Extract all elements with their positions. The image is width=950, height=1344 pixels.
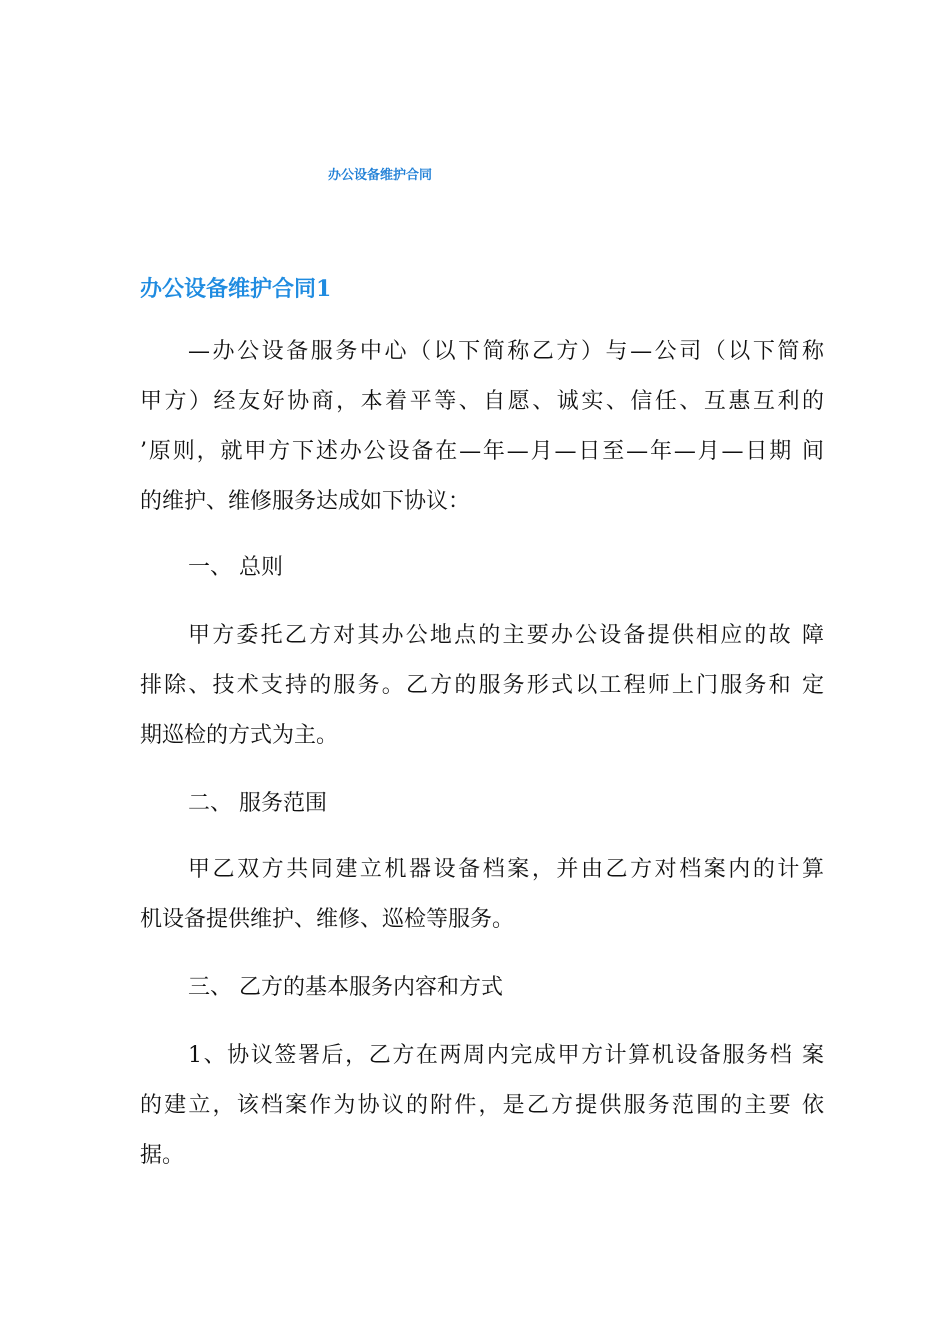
paragraph-line: 期巡检的方式为主。	[140, 723, 339, 748]
paragraph-line: 的维护、维修服务达成如下协议：	[140, 489, 471, 514]
paragraph-line: 甲方委托乙方对其办公地点的主要办公设备提供相应的故 障	[188, 623, 824, 648]
section-title-general: 一、 总则	[188, 555, 283, 580]
document-heading: 办公设备维护合同1	[140, 276, 332, 302]
page-header-title: 办公设备维护合同	[328, 168, 433, 183]
paragraph-line: 据。	[140, 1143, 185, 1168]
paragraph-line: 排除、技术支持的服务。乙方的服务形式以工程师上门服务和 定	[140, 673, 824, 698]
paragraph-line: —办公设备服务中心（以下简称乙方）与—公司（以下简称	[188, 339, 824, 364]
paragraph-line: ’原则，就甲方下述办公设备在—年—月—日至—年—月—日期 间	[140, 439, 824, 464]
paragraph-line: 机设备提供维护、维修、巡检等服务。	[140, 907, 515, 932]
paragraph-line: 甲乙双方共同建立机器设备档案，并由乙方对档案内的计算	[188, 857, 824, 882]
paragraph-line: 甲方）经友好协商，本着平等、自愿、诚实、信任、互惠互利的	[140, 389, 824, 414]
paragraph-line: 的建立，该档案作为协议的附件，是乙方提供服务范围的主要 依	[140, 1093, 824, 1118]
section-title-scope: 二、 服务范围	[188, 791, 327, 816]
paragraph-line: 1、协议签署后，乙方在两周内完成甲方计算机设备服务档 案	[188, 1043, 824, 1068]
section-title-services: 三、 乙方的基本服务内容和方式	[188, 975, 503, 1000]
